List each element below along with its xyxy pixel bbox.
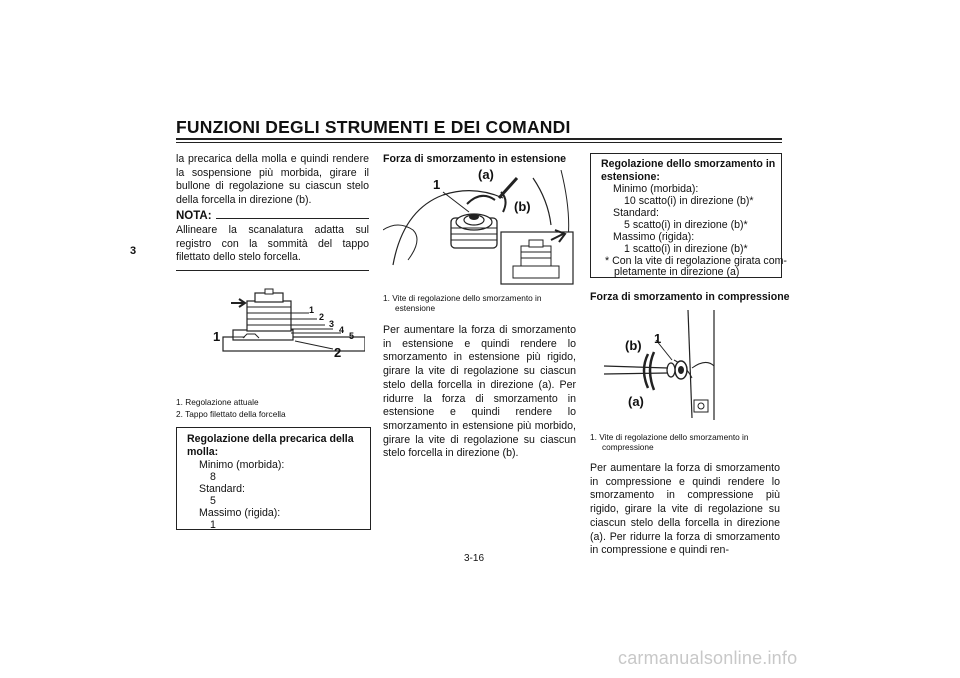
preload-max-label: Massimo (rigida): <box>199 507 281 519</box>
rebound-fig-label-a: (a) <box>478 167 494 182</box>
compression-fig-label-a: (a) <box>628 394 644 409</box>
rebound-body-text: Per aumentare la forza di smorzamento in estensione e quindi rendere lo smorzamento in estensione più rigido, girare la vite di regolazione su ciascun stelo della forcella in direzione (a). Per ridurre la forza di smorzamento in estensione e quindi rendere lo smorzamento in estensione più morbido, girare la vite di regolazione su ciascun stelo forcella in direzione (b). <box>383 324 576 460</box>
left-fig-callout-4: 4 <box>339 325 345 335</box>
left-caption-1: 1. Regolazione attuale <box>176 397 259 407</box>
page-title: FUNZIONI DEGLI STRUMENTI E DEI COMANDI <box>176 117 571 137</box>
preload-max-value: 1 <box>210 519 216 531</box>
rebound-max-label: Massimo (rigida): <box>613 231 695 243</box>
preload-box-title: Regolazione della precarica della molla: <box>187 433 354 458</box>
rebound-settings-box <box>590 153 787 278</box>
nota-rule <box>216 218 369 219</box>
rebound-min-label: Minimo (morbida): <box>613 183 699 195</box>
watermark: carmanualsonline.info <box>618 648 798 668</box>
left-fig-label-2: 2 <box>334 345 342 360</box>
page-number: 3-16 <box>464 553 485 564</box>
rebound-std-label: Standard: <box>613 207 659 219</box>
rebound-adjuster-figure <box>383 170 576 285</box>
preload-std-value: 5 <box>210 495 216 507</box>
preload-min-value: 8 <box>210 471 216 483</box>
nota-block <box>176 210 369 271</box>
header-rule-thin <box>176 142 782 143</box>
left-fig-callout-3: 3 <box>329 319 335 329</box>
preload-adjuster-figure <box>205 285 365 385</box>
preload-std-label: Standard: <box>199 483 245 495</box>
compression-adjuster-figure <box>596 308 736 426</box>
left-fig-callout-5: 5 <box>349 331 355 341</box>
nota-label: NOTA: <box>176 210 212 222</box>
rebound-heading: Forza di smorzamento in estensione <box>383 153 567 165</box>
left-caption-2: 2. Tappo filettato della forcella <box>176 409 286 419</box>
compression-fig-label-b: (b) <box>625 338 642 353</box>
preload-settings-box <box>176 427 371 530</box>
left-fig-label-1: 1 <box>213 329 221 344</box>
compression-caption-line1: 1. Vite di regolazione dello smorzamento in <box>590 432 749 442</box>
chapter-tab: 3 <box>130 245 150 261</box>
preload-min-label: Minimo (morbida): <box>199 459 285 471</box>
rebound-footnote-line2: pletamente in direzione (a) <box>614 266 740 278</box>
rebound-caption-line2: estensione <box>395 303 436 313</box>
compression-caption-line2: compressione <box>602 442 654 452</box>
nota-text: Allineare la scanalatura adatta sul registro con la sommità del tappo filettato dello stelo forcella. <box>176 224 369 264</box>
rebound-box-title: Regolazione dello smorzamento in estensione: <box>601 158 776 183</box>
compression-fig-label-1: 1 <box>654 331 662 346</box>
nota-bottom-rule <box>176 270 369 271</box>
rebound-min-value: 10 scatto(i) in direzione (b)* <box>624 195 754 207</box>
left-intro-text: la precarica della molla e quindi rendere la sospensione più morbida, girare il bullone di regolazione su ciascun stelo della forcella in direzione (b). <box>176 153 369 207</box>
left-fig-callout-1: 1 <box>309 305 315 315</box>
header-rule <box>176 138 782 140</box>
rebound-max-value: 1 scatto(i) in direzione (b)* <box>624 243 748 255</box>
rebound-fig-label-1: 1 <box>433 177 441 192</box>
compression-heading: Forza di smorzamento in compressione <box>590 291 790 303</box>
left-fig-callout-2: 2 <box>319 312 325 322</box>
rebound-caption-line1: 1. Vite di regolazione dello smorzamento in <box>383 293 542 303</box>
rebound-fig-label-b: (b) <box>514 199 531 214</box>
rebound-footnote-line1: * Con la vite di regolazione girata com- <box>605 255 787 267</box>
rebound-std-value: 5 scatto(i) in direzione (b)* <box>624 219 748 231</box>
compression-body-text: Per aumentare la forza di smorzamento in compressione e quindi rendere lo smorzamento in compressione più rigido, girare la vite di regolazione su ciascun stelo della forcella in direzione (a). Per ridurre la forza di smorzamento in compressione e quindi ren- <box>590 462 780 557</box>
